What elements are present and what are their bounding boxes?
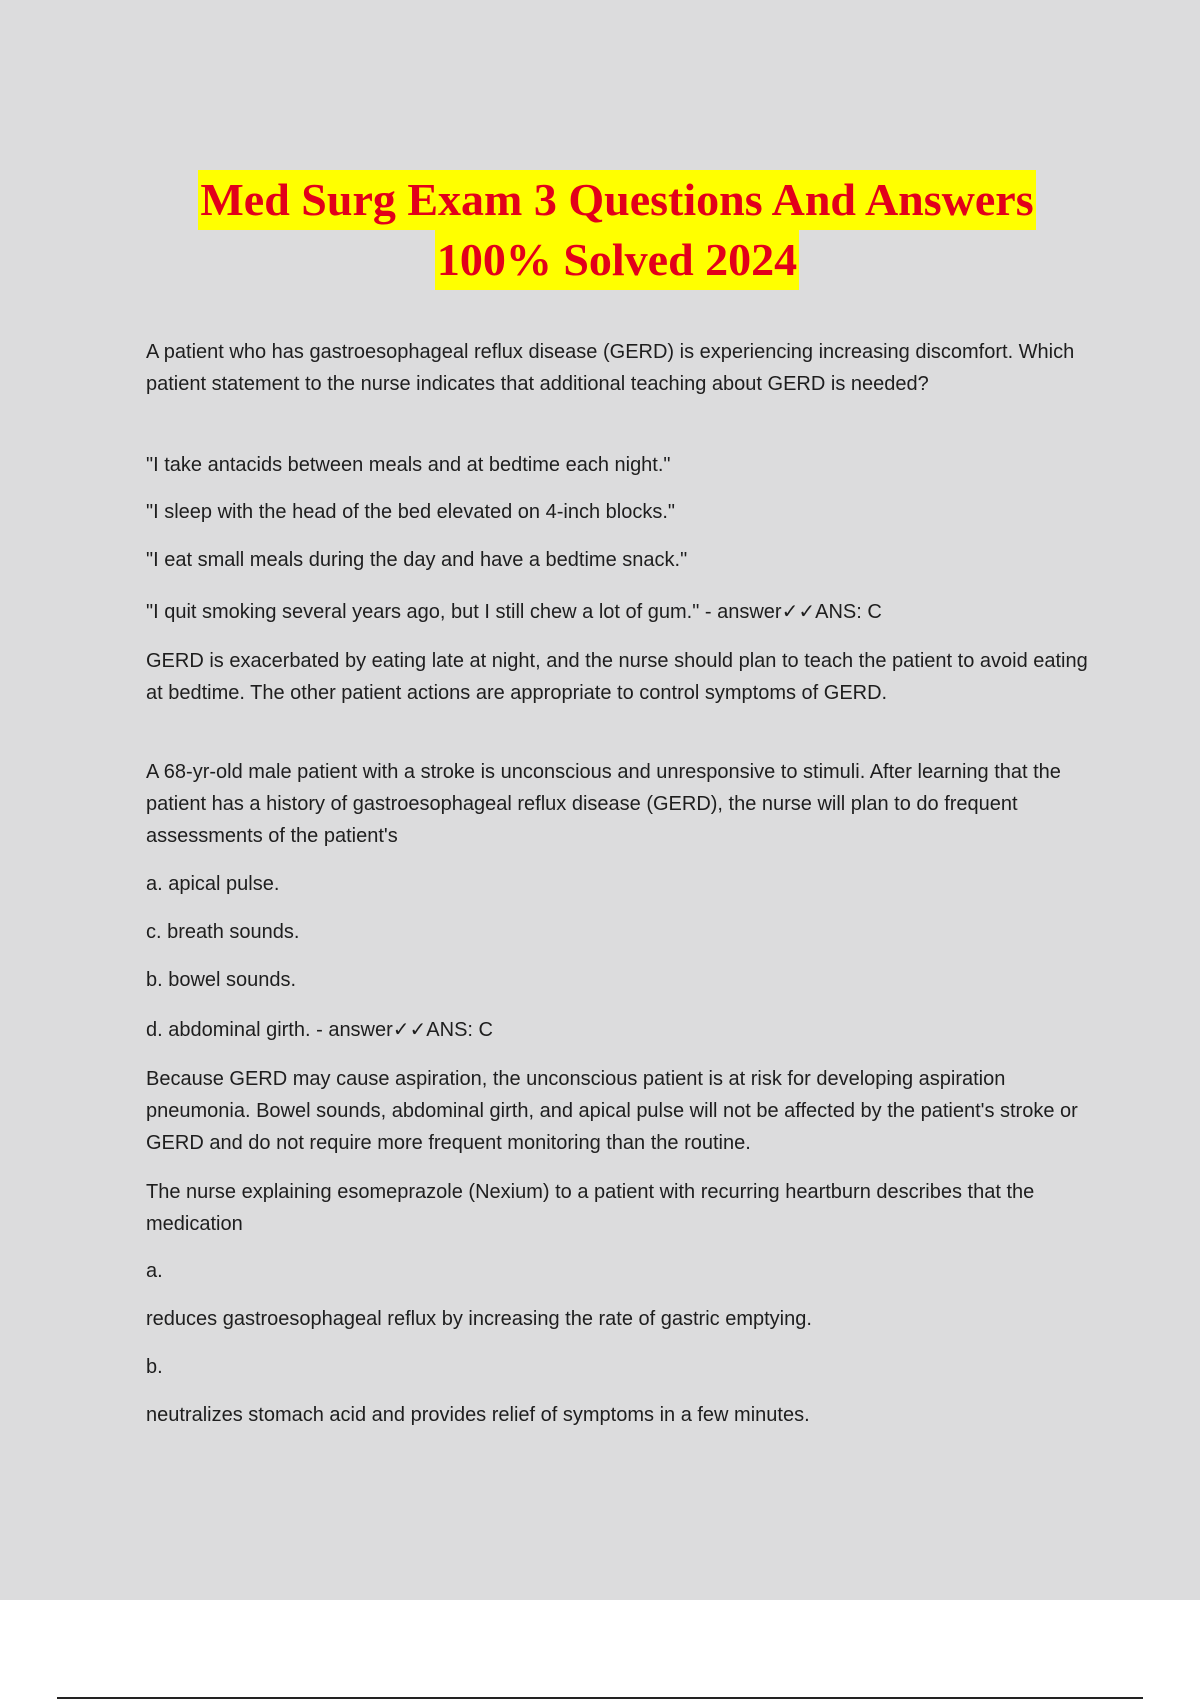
title-line-1: Med Surg Exam 3 Questions And Answers xyxy=(198,170,1035,230)
footer-divider xyxy=(57,1697,1143,1699)
question-1-option: "I take antacids between meals and at bedtime each night." xyxy=(146,454,671,476)
document-title xyxy=(0,170,1200,290)
question-2-option: c. breath sounds. xyxy=(146,921,300,943)
question-1-option: "I eat small meals during the day and have a bedtime snack." xyxy=(146,549,688,571)
question-3-option-letter: a. xyxy=(146,1260,163,1282)
question-3-option-text: reduces gastroesophageal reflux by increasing the rate of gastric emptying. xyxy=(146,1308,812,1330)
question-1-option: "I sleep with the head of the bed elevated on 4-inch blocks." xyxy=(146,501,675,523)
question-1-answer: "I quit smoking several years ago, but I still chew a lot of gum." - answer✓✓ANS: C xyxy=(146,601,882,623)
question-1-rationale: GERD is exacerbated by eating late at night, and the nurse should plan to teach the patient to avoid eating at bedtime. The other patient actions are appropriate to control symptoms of GERD. xyxy=(146,650,1088,704)
question-2-stem: A 68-yr-old male patient with a stroke is unconscious and unresponsive to stimuli. After learning that the patient has a history of gastroesophageal reflux disease (GERD), the nurse will plan to do frequent assessments of the patient's xyxy=(146,761,1061,847)
question-2-option: b. bowel sounds. xyxy=(146,969,297,991)
question-1-stem: A patient who has gastroesophageal reflux disease (GERD) is experiencing increasing discomfort. Which patient statement to the nurse indicates that additional teaching about GERD is needed? xyxy=(146,341,1075,395)
question-3-stem: The nurse explaining esomeprazole (Nexium) to a patient with recurring heartburn describes that the medication xyxy=(146,1181,1035,1235)
question-2-option: a. apical pulse. xyxy=(146,873,280,895)
title-line-2: 100% Solved 2024 xyxy=(435,230,799,290)
question-3-option-letter: b. xyxy=(146,1356,163,1378)
question-2-answer: d. abdominal girth. - answer✓✓ANS: C xyxy=(146,1019,493,1041)
question-2-rationale: Because GERD may cause aspiration, the unconscious patient is at risk for developing aspiration pneumonia. Bowel sounds, abdominal girth, and apical pulse will not be affected by the patient's stroke or GERD and do not require more frequent monitoring than the routine. xyxy=(146,1068,1078,1154)
question-3-option-text: neutralizes stomach acid and provides relief of symptoms in a few minutes. xyxy=(146,1404,810,1426)
